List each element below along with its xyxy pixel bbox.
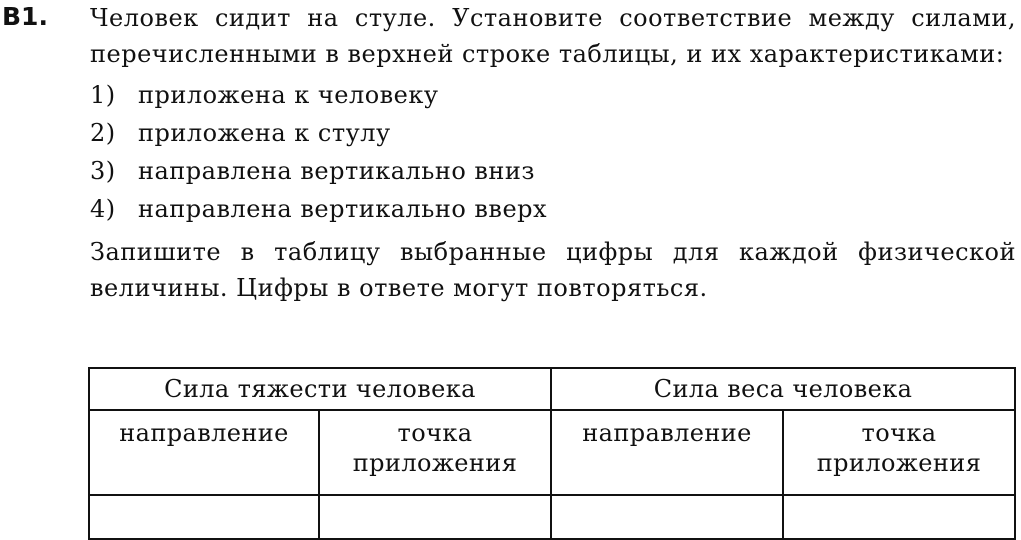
table-answer-row (89, 495, 1015, 539)
option-text: приложена к стулу (138, 119, 391, 147)
task-number: B1. (2, 2, 48, 31)
task-content (90, 0, 1016, 306)
options-list (90, 76, 1016, 228)
option-text: приложена к человеку (138, 81, 439, 109)
option-number: 3) (90, 157, 116, 185)
table-subheader-row (89, 410, 1015, 495)
task-intro: Человек сидит на стуле. Установите соответствие между силами, перечисленными в верхней строке таблицы, и их характеристиками: (90, 4, 1016, 68)
answer-table (88, 367, 1016, 540)
subheader-cell (319, 410, 551, 495)
subheader-line: точка (861, 419, 937, 447)
answer-cell[interactable] (319, 495, 551, 539)
answer-cell[interactable] (551, 495, 783, 539)
option-number: 4) (90, 195, 116, 223)
subheader-line: направление (119, 419, 289, 447)
subheader-cell (89, 410, 319, 495)
option-item (90, 114, 1016, 152)
table-header-row (89, 368, 1015, 410)
group-header-weight: Сила веса человека (551, 368, 1015, 410)
subheader-line: точка (397, 419, 473, 447)
option-number: 2) (90, 119, 116, 147)
option-item (90, 76, 1016, 114)
option-text: направлена вертикально вверх (138, 195, 548, 223)
option-item (90, 190, 1016, 228)
subheader-cell (783, 410, 1015, 495)
subheader-line: направление (582, 419, 752, 447)
subheader-cell (551, 410, 783, 495)
subheader-line: приложения (352, 449, 518, 477)
option-text: направлена вертикально вниз (138, 157, 536, 185)
group-header-gravity: Сила тяжести человека (89, 368, 551, 410)
option-item (90, 152, 1016, 190)
option-number: 1) (90, 81, 116, 109)
subheader-line: приложения (816, 449, 982, 477)
answer-cell[interactable] (89, 495, 319, 539)
answer-cell[interactable] (783, 495, 1015, 539)
task-instruction: Запишите в таблицу выбранные цифры для каждой физической величины. Цифры в ответе могут повторяться. (90, 238, 1016, 302)
